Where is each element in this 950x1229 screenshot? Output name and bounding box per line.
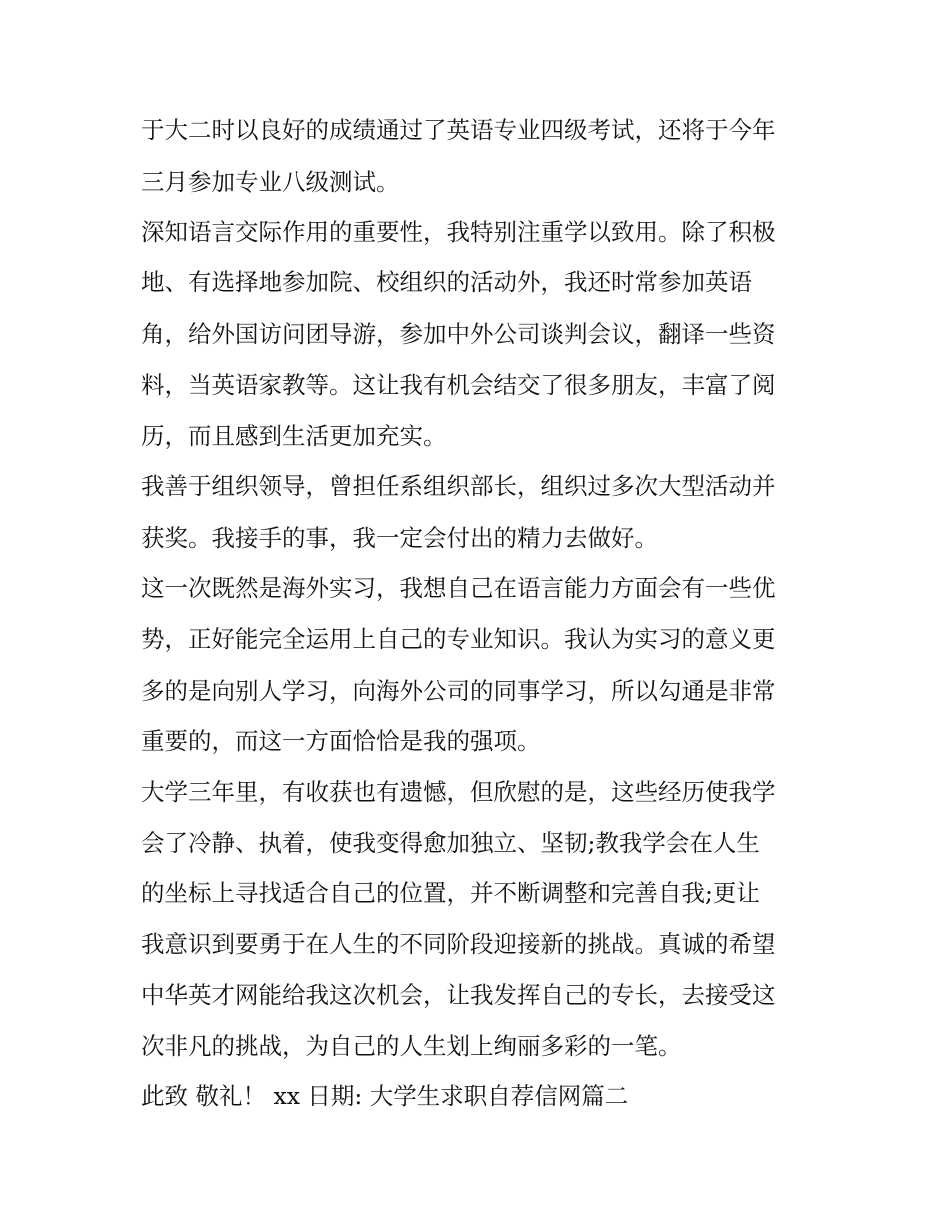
text-line-13: 重要的，而这一方面恰恰是我的强项。 — [141, 727, 541, 755]
text-line-20: 此致 敬礼！ xx 日期: 大学生求职自荐信网篇二 — [141, 1082, 629, 1110]
text-line-1: 于大二时以良好的成绩通过了英语专业四级考试，还将于今年 — [141, 116, 776, 144]
text-line-16: 的坐标上寻找适合自己的位置，并不断调整和完善自我;更让 — [141, 879, 760, 907]
text-line-9: 获奖。我接手的事，我一定会付出的精力去做好。 — [141, 524, 658, 552]
text-line-7: 历，而且感到生活更加充实。 — [141, 422, 447, 450]
text-line-17: 我意识到要勇于在人生的不同阶段迎接新的挑战。真诚的希望 — [141, 930, 776, 958]
text-line-11: 势，正好能完全运用上自己的专业知识。我认为实习的意义更 — [141, 625, 776, 653]
text-line-19: 次非凡的挑战，为自己的人生划上绚丽多彩的一笔。 — [141, 1032, 682, 1060]
text-line-2: 三月参加专业八级测试。 — [141, 168, 400, 196]
text-line-15: 会了冷静、执着，使我变得愈加独立、坚韧;教我学会在人生 — [141, 829, 760, 857]
text-line-18: 中华英才网能给我这次机会，让我发挥自己的专长，去接受这 — [141, 981, 776, 1009]
text-line-12: 多的是向别人学习，向海外公司的同事学习，所以勾通是非常 — [141, 677, 776, 705]
text-line-3: 深知语言交际作用的重要性，我特别注重学以致用。除了积极 — [141, 218, 776, 246]
text-line-4: 地、有选择地参加院、校组织的活动外，我还时常参加英语 — [141, 268, 752, 296]
text-line-14: 大学三年里，有收获也有遗憾，但欣慰的是，这些经历使我学 — [141, 778, 776, 806]
text-line-5: 角，给外国访问团导游，参加中外公司谈判会议，翻译一些资 — [141, 320, 776, 348]
text-line-10: 这一次既然是海外实习，我想自己在语言能力方面会有一些优 — [141, 574, 776, 602]
text-line-8: 我善于组织领导，曾担任系组织部长，组织过多次大型活动并 — [141, 472, 776, 500]
text-line-6: 料，当英语家教等。这让我有机会结交了很多朋友，丰富了阅 — [141, 371, 776, 399]
